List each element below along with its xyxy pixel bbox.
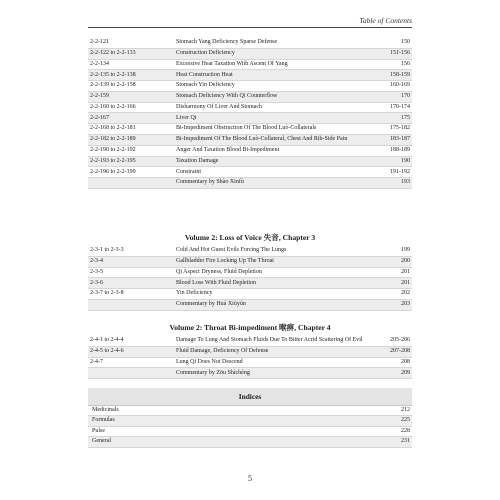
toc-section-stomach	[88, 38, 412, 189]
toc-row	[88, 70, 412, 81]
toc-row	[88, 347, 412, 358]
toc-entry-title: Liver Qi	[176, 114, 197, 121]
toc-entry-code: 2-3-7 to 2-3-8	[90, 290, 124, 297]
toc-entry-page: 156	[401, 60, 410, 67]
toc-row	[88, 167, 412, 178]
toc-entry-code: 2-2-168 to 2-2-181	[90, 125, 136, 132]
toc-entry-page: 170-174	[390, 103, 410, 110]
toc-entry-page: 200	[401, 257, 410, 264]
toc-entry-page: 202	[401, 290, 410, 297]
toc-entry-page: 183-187	[390, 136, 410, 143]
toc-entry-code: 2-3-5	[90, 268, 103, 275]
toc-entry-code: 2-4-7	[90, 358, 103, 365]
toc-entry-page: 203	[401, 301, 410, 308]
toc-entry-page: 151-156	[390, 49, 410, 56]
toc-entry-page: 208	[401, 358, 410, 365]
toc-row	[88, 268, 412, 279]
toc-entry-code: 2-2-182 to 2-2-189	[90, 136, 136, 143]
toc-entry-code: 2-2-193 to 2-2-195	[90, 157, 136, 164]
toc-entry-page: 209	[401, 369, 410, 376]
toc-row	[88, 246, 412, 257]
toc-entry-title: Cold And Hot Guest Evils Forcing The Lungs	[176, 247, 287, 254]
toc-entry-page: 158-159	[390, 71, 410, 78]
toc-entry-code: 2-3-4	[90, 257, 103, 264]
toc-row	[88, 81, 412, 92]
toc-entry-code: 2-2-159	[90, 93, 109, 100]
toc-entry-title: Stomach Deficiency With Qi Counterflow	[176, 93, 278, 100]
toc-entry-page: 207-208	[390, 347, 410, 354]
page-number: 5	[248, 474, 252, 483]
toc-row	[88, 358, 412, 369]
toc-entry-code: 2-4-5 to 2-4-6	[90, 347, 124, 354]
toc-row	[88, 113, 412, 124]
toc-entry-code: 2-2-190 to 2-2-192	[90, 147, 136, 153]
toc-entry-code: 2-2-121	[90, 39, 109, 46]
toc-entry-title: Lung Qi Does Not Descend	[176, 358, 243, 365]
toc-row	[88, 124, 412, 135]
toc-entry-code: 2-2-135 to 2-2-138	[90, 71, 136, 78]
toc-entry-title: Yin Deficiency	[176, 290, 213, 297]
indices-label: General	[92, 438, 111, 445]
toc-entry-code: 2-2-160 to 2-2-166	[90, 103, 136, 110]
toc-section-throat-bi	[88, 317, 412, 379]
toc-entry-code: 2-2-139 to 2-2-158	[90, 82, 136, 89]
toc-row	[88, 289, 412, 300]
toc-entry-page: 170	[401, 93, 410, 100]
section-heading-loss-of-voice: Volume 2: Loss of Voice 失音, Chapter 3	[184, 233, 316, 242]
toc-entry-title: Stomach Yang Deficiency Sparse Defense	[176, 39, 278, 46]
toc-entry-code: 2-2-134	[90, 60, 109, 67]
toc-entry-title: Disharmony Of Liver And Stomach	[176, 103, 262, 110]
indices-row	[88, 406, 412, 416]
toc-entry-title: Excessive Heat Taxation With Ascent Of Yang	[176, 60, 288, 67]
toc-entry-title: Bi-Impediment Of The Blood Luò-Collateral, Chest And Rib-Side Pain	[176, 136, 348, 143]
toc-entry-title: Construction Deficiency	[176, 49, 235, 56]
toc-row	[88, 60, 412, 71]
toc-row	[88, 135, 412, 146]
toc-entry-title: Taxation Damage	[176, 157, 219, 164]
toc-entry-code: 2-3-1 to 2-3-3	[90, 247, 124, 254]
toc-section-loss-of-voice	[88, 227, 412, 311]
running-head-title: Table of Contents	[359, 16, 412, 25]
toc-entry-title: Bi-Impediment Obstruction Of The Blood Luò-Collaterals	[176, 125, 317, 132]
toc-entry-page: 201	[401, 279, 410, 286]
toc-entry-code: 2-4-1 to 2-4-4	[90, 337, 124, 344]
toc-entry-page: 205-206	[390, 337, 410, 344]
toc-row	[88, 103, 412, 114]
indices-row	[88, 427, 412, 437]
indices-page: 228	[401, 427, 410, 434]
toc-entry-code: 2-3-6	[90, 279, 103, 286]
toc-entry-page: 188-189	[390, 147, 410, 153]
toc-entry-title: Fluid Damage, Deficiency Of Defense	[176, 347, 269, 354]
toc-entry-code: 2-2-196 to 2-2-199	[90, 168, 136, 175]
toc-entry-page: 190	[401, 157, 410, 164]
indices-label: Formulas	[92, 417, 115, 424]
toc-entry-title: Damage To Lung And Stomach Fluids Due To Bitter Acrid Scattering Of Evil	[176, 337, 363, 344]
toc-entry-title: Gallbladder Fire Locking Up The Throat	[176, 257, 274, 264]
indices-row	[88, 416, 412, 426]
indices-page: 225	[401, 417, 410, 424]
indices-label: Pulse	[92, 427, 106, 434]
indices-table	[88, 388, 412, 448]
toc-entry-page: 150	[401, 39, 410, 46]
toc-entry-title: Anger And Taxation Blood Bi-Impediment	[176, 147, 280, 153]
toc-entry-page: 175	[401, 114, 410, 121]
toc-entry-code: 2-2-167	[90, 114, 109, 121]
toc-row	[88, 92, 412, 103]
indices-row	[88, 437, 412, 447]
toc-row	[88, 368, 412, 379]
toc-entry-title: Commentary by Zōu Shìchéng	[176, 369, 250, 376]
toc-row	[88, 146, 412, 157]
toc-entry-page: 175-182	[390, 125, 410, 132]
toc-entry-title: Qi Aspect Dryness, Fluid Depletion	[176, 268, 262, 275]
toc-entry-title: Blood Loss With Fluid Depletion	[176, 279, 256, 286]
toc-row	[88, 278, 412, 289]
header-rule	[88, 27, 412, 28]
indices-page: 212	[401, 407, 410, 413]
indices-page: 231	[401, 438, 410, 445]
toc-row	[88, 300, 412, 311]
toc-entry-code: 2-2-122 to 2-2-133	[90, 49, 136, 56]
toc-row	[88, 178, 412, 189]
toc-entry-title: Commentary by Shào Xinfù	[176, 179, 244, 186]
toc-row	[88, 38, 412, 49]
toc-row	[88, 157, 412, 168]
toc-entry-page: 199	[401, 247, 410, 254]
toc-entry-page: 191-192	[390, 168, 410, 175]
toc-entry-title: Commentary by Huá Xiùyún	[176, 301, 246, 308]
indices-heading: Indices	[88, 388, 412, 406]
toc-entry-title: Stomach Yin Deficiency	[176, 82, 235, 89]
toc-row	[88, 257, 412, 268]
toc-row	[88, 49, 412, 60]
section-heading-throat-bi: Volume 2: Throat Bi-impediment 喉痹, Chapter 4	[169, 323, 331, 332]
indices-label: Medicinals	[92, 407, 119, 413]
toc-entry-title: Heat Construction Heat	[176, 71, 233, 78]
toc-entry-title: Constraint	[176, 168, 201, 175]
toc-entry-page: 193	[401, 179, 410, 186]
toc-entry-page: 160-169	[390, 82, 410, 89]
toc-entry-page: 201	[401, 268, 410, 275]
toc-row	[88, 336, 412, 347]
